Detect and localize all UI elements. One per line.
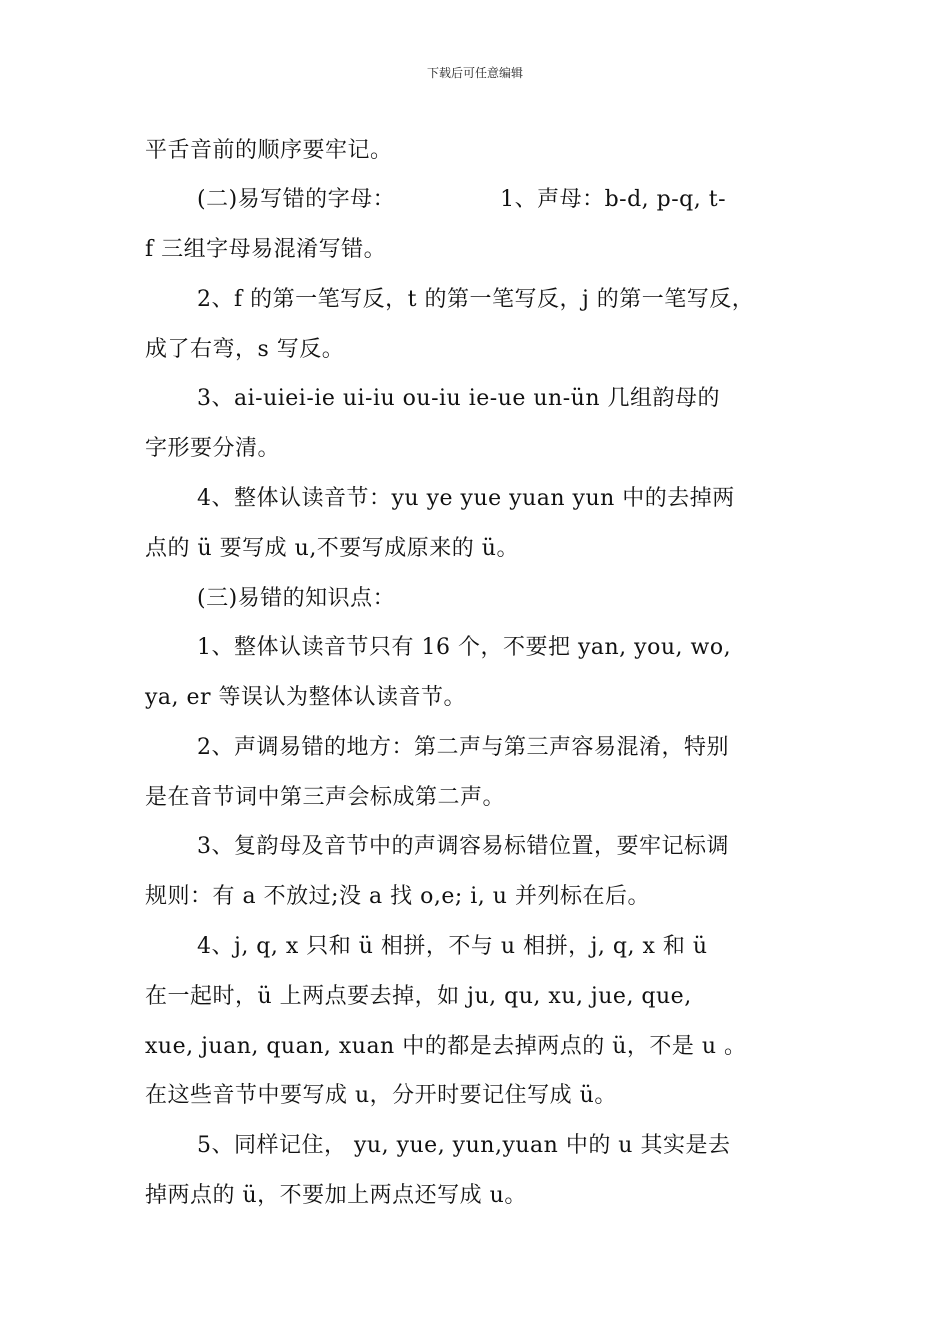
text-line: 是在音节词中第三声会标成第二声。 [145,785,506,810]
text-line: 4、j, q, x 只和 ü 相拼，不与 u 相拼，j, q, x 和 ü [197,934,708,959]
text-line: 2、声调易错的地方：第二声与第三声容易混淆，特别 [197,735,729,760]
text-line: 3、ai-uiei-ie ui-iu ou-iu ie-ue un-ün 几组韵母的 [197,386,720,411]
text-line: 1、整体认读音节只有 16 个，不要把 yan, you, wo, [197,635,732,660]
text-line: 在一起时，ü 上两点要去掉，如 ju, qu, xu, jue, que, [145,984,692,1009]
text-line: 点的 ü 要写成 u,不要写成原来的 ü。 [145,536,519,561]
text-line: 4、整体认读音节：yu ye yue yuan yun 中的去掉两 [197,486,735,511]
text-line: 字形要分清。 [145,436,281,461]
text-line: ya, er 等误认为整体认读音节。 [145,685,467,710]
text-line: (三)易错的知识点： [197,586,396,611]
text-line: 平舌音前的顺序要牢记。 [145,138,393,163]
page-header: 下载后可任意编辑 [426,66,523,80]
text-line: 规则：有 a 不放过;没 a 找 o,e; i, u 并列标在后。 [145,884,650,909]
text-line: 5、同样记住， yu, yue, yun,yuan 中的 u 其实是去 [197,1133,731,1158]
text-line: 在这些音节中要写成 u，分开时要记住写成 ü。 [145,1083,617,1108]
text-line: 2、f 的第一笔写反，t 的第一笔写反，j 的第一笔写反， [197,287,755,312]
text-line: 成了右弯，s 写反。 [145,337,345,362]
text-line: 掉两点的 ü，不要加上两点还写成 u。 [145,1183,527,1208]
text-line: f 三组字母易混淆写错。 [145,237,387,262]
text-line: (二)易写错的字母： 1、声母：b-d, p-q, t- [197,187,727,212]
text-line: xue, juan, quan, xuan 中的都是去掉两点的 ü，不是 u 。 [145,1034,747,1059]
text-line: 3、复韵母及音节中的声调容易标错位置，要牢记标调 [197,834,729,859]
